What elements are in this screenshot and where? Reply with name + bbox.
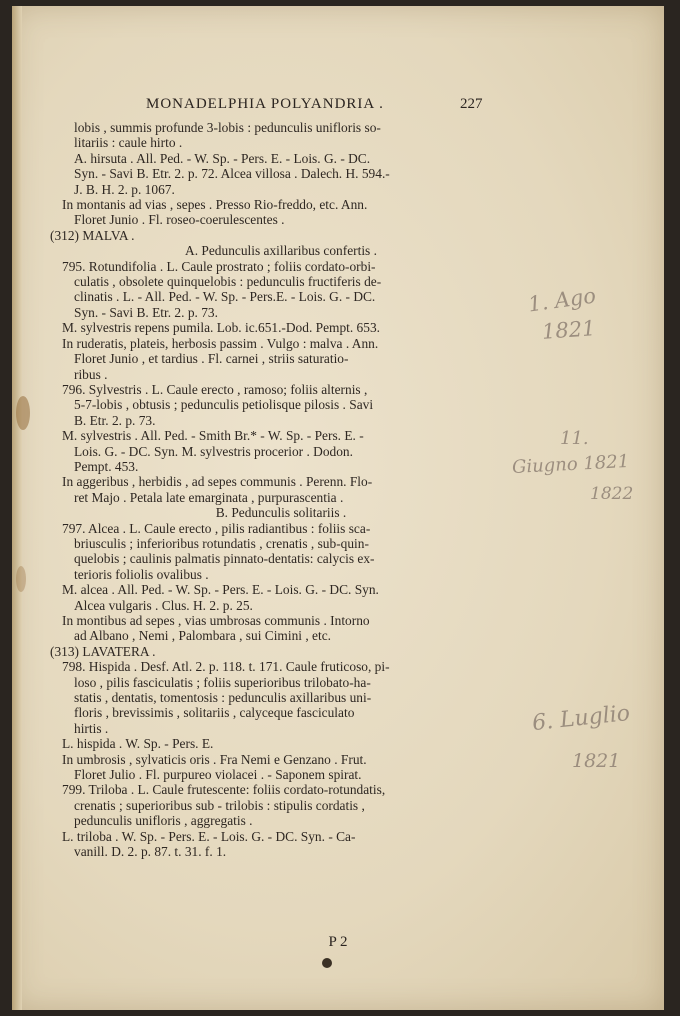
text-line: L. hispida . W. Sp. - Pers. E. (62, 736, 214, 752)
page-number: 227 (460, 96, 483, 112)
book-page (12, 6, 664, 1010)
page-gutter (12, 6, 22, 1010)
text-line: 5-7-lobis , obtusis ; pedunculis petiolisque pilosis . Savi (74, 397, 374, 413)
text-line: L. triloba . W. Sp. - Pers. E. - Lois. G. - DC. Syn. - Ca- (62, 828, 356, 844)
text-line: Floret Junio . Fl. roseo-coerulescentes . (74, 212, 285, 228)
margin-note: 1821 (572, 750, 621, 772)
signature-mark: P 2 (328, 934, 348, 950)
page-title: MONADELPHIA POLYANDRIA . (146, 96, 384, 112)
text-line: M. alcea . All. Ped. - W. Sp. - Pers. E. - Lois. G. - DC. Syn. (62, 582, 379, 598)
text-line: ribus . (74, 366, 108, 382)
text-line: floris , brevissimis , solitariis , calyceque fasciculato (74, 705, 355, 721)
text-line: J. B. H. 2. p. 1067. (74, 181, 175, 197)
text-line: B. Pedunculis solitariis . (215, 505, 347, 521)
text-line: crenatis ; superioribus sub - trilobis : stipulis cordatis , (74, 797, 365, 813)
page-body (50, 120, 512, 860)
text-line: vanill. D. 2. p. 87. t. 31. f. 1. (74, 844, 227, 860)
text-line: (312) MALVA . (50, 227, 135, 243)
margin-note: 1821 (541, 316, 597, 344)
text-line: In aggeribus , herbidis , ad sepes communis . Perenn. Flo- (62, 474, 373, 490)
ink-dot (322, 958, 332, 968)
margin-note: 11. (560, 428, 589, 449)
running-head (12, 96, 664, 118)
text-line: lobis , summis profunde 3-lobis : pedunculis unifloris so- (74, 120, 381, 135)
text-line: A. Pedunculis axillaribus confertis . (185, 243, 377, 259)
text-line: 795. Rotundifolia . L. Caule prostrato ; foliis cordato-orbi- (62, 258, 376, 274)
text-line: briusculis ; inferioribus rotundatis , crenatis , sub-quin- (74, 535, 369, 551)
text-line: Floret Junio , et tardius . Fl. carnei , striis saturatio- (74, 351, 349, 367)
text-line: quelobis ; caulinis palmatis pinnato-dentatis: calycis ex- (74, 551, 375, 567)
margin-note: Giugno 1821 (511, 450, 630, 479)
text-line: In montibus ad sepes , vias umbrosas communis . Intorno (62, 613, 370, 628)
text-line: M. sylvestris . All. Ped. - Smith Br.* - W. Sp. - Pers. E. - (62, 428, 364, 444)
text-line: Floret Julio . Fl. purpureo violacei . - Saponem spirat. (74, 767, 362, 783)
margin-note: 1822 (590, 484, 634, 504)
text-line: culatis , obsolete quinquelobis : pedunculis fructiferis de- (74, 274, 382, 290)
text-line: Syn. - Savi B. Etr. 2. p. 73. (74, 304, 218, 320)
text-line: Lois. G. - DC. Syn. M. sylvestris procerior . Dodon. (74, 443, 353, 459)
text-line: In ruderatis, plateis, herbosis passim . Vulgo : malva . Ann. (62, 335, 379, 351)
foxing-spot (16, 396, 30, 430)
margin-note: 1. Ago (526, 283, 598, 317)
text-line: Alcea vulgaris . Clus. H. 2. p. 25. (74, 597, 253, 613)
margin-note: 6. Luglio (530, 700, 632, 737)
text-line: terioris foliolis ovalibus . (74, 566, 209, 582)
text-line: M. sylvestris repens pumila. Lob. ic.651.-Dod. Pempt. 653. (62, 320, 380, 336)
text-line: In montanis ad vias , sepes . Presso Rio-freddo, etc. Ann. (62, 197, 368, 213)
text-line: 799. Triloba . L. Caule frutescente: foliis cordato-rotundatis, (62, 782, 386, 798)
text-line: Pempt. 453. (74, 458, 139, 474)
text-line: Syn. - Savi B. Etr. 2. p. 72. Alcea villosa . Dalech. H. 594.- (74, 166, 390, 182)
text-line: statis , dentatis, tomentosis : pedunculis axillaribus uni- (74, 690, 372, 706)
text-line: B. Etr. 2. p. 73. (74, 412, 156, 428)
text-line: litariis : caule hirto . (74, 135, 183, 151)
text-line: ad Albano , Nemi , Palombara , sui Cimini , etc. (74, 628, 331, 644)
text-line: In umbrosis , sylvaticis oris . Fra Nemi e Genzano . Frut. (62, 751, 367, 767)
text-line: hirtis . (74, 720, 109, 736)
text-line: 797. Alcea . L. Caule erecto , pilis radiantibus : foliis sca- (62, 520, 371, 536)
text-line: (313) LAVATERA . (50, 643, 156, 659)
text-line: 798. Hispida . Desf. Atl. 2. p. 118. t. 171. Caule fruticoso, pi- (62, 659, 390, 675)
text-line: clinatis . L. - All. Ped. - W. Sp. - Pers.E. - Lois. G. - DC. (74, 289, 376, 305)
foxing-spot (16, 566, 26, 592)
text-line: pedunculis unifloris , aggregatis . (74, 813, 253, 829)
text-line: loso , pilis fasciculatis ; foliis superioribus trilobato-ha- (74, 674, 371, 690)
text-line: 796. Sylvestris . L. Caule erecto , ramoso; foliis alternis , (62, 381, 368, 397)
text-line: ret Majo . Petala late emarginata , purpurascentia . (74, 489, 344, 505)
text-line: A. hirsuta . All. Ped. - W. Sp. - Pers. E. - Lois. G. - DC. (74, 150, 371, 166)
